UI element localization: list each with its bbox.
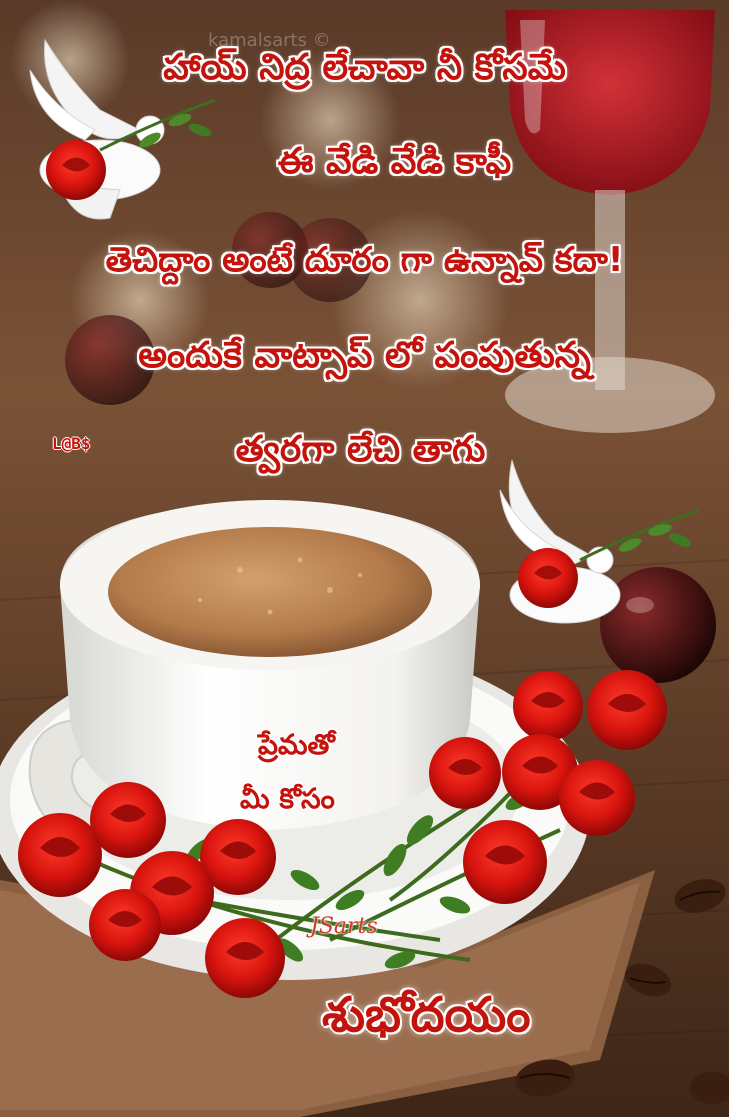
- good-morning-greeting: శుభోదయం: [322, 987, 531, 1043]
- message-line-4: అందుకే వాట్సాప్ లో పంపుతున్న: [138, 335, 591, 376]
- watermark: kamalsarts ©: [208, 30, 331, 51]
- message-line-1: హాయ్ నిద్ర లేచావా నీ కోసమే: [163, 47, 566, 88]
- artist-mark: JSarts: [310, 914, 378, 939]
- message-line-3: తెచిద్దాం అంటే దూరం గా ఉన్నావ్ కదా!: [105, 240, 624, 280]
- signature: L@B$: [52, 434, 91, 453]
- with-love-line-2: మీ కోసం: [240, 782, 335, 815]
- coffee: [108, 527, 432, 657]
- message-line-2: ఈ వేడి వేడి కాఫీ: [277, 141, 512, 182]
- with-love-line-1: ప్రేమతో: [258, 728, 335, 761]
- message-line-5: త్వరగా లేచి తాగు: [235, 429, 486, 470]
